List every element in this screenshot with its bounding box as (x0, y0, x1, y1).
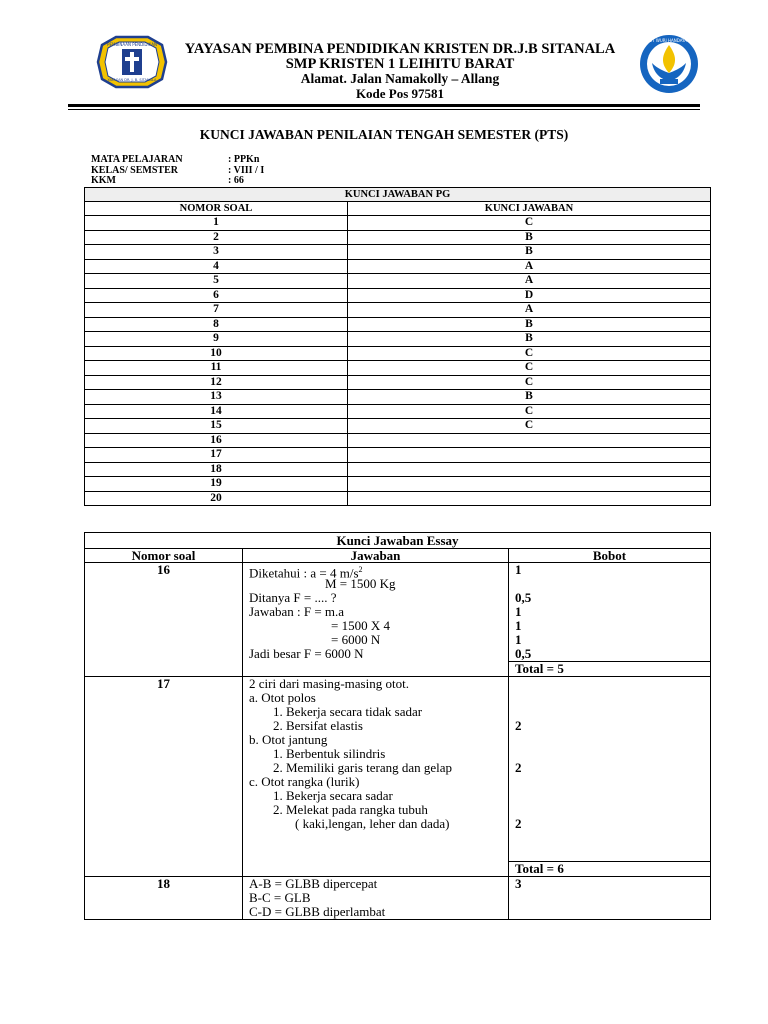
essay-row-18 (85, 877, 711, 920)
answer-line: ( kaki,lengan, leher dan dada) (295, 816, 450, 831)
pg-row (85, 433, 711, 448)
pg-answer: C (348, 404, 711, 419)
weight-line: 0,5 (515, 646, 532, 661)
answer-line: 2. Bersifat elastis (273, 718, 363, 733)
pg-row (85, 346, 711, 361)
pg-row (85, 274, 711, 289)
pg-col-number: NOMOR SOAL (85, 202, 348, 216)
pg-number: 4 (85, 259, 348, 274)
weight-line: 1 (515, 632, 522, 647)
answer-line: = 6000 N (331, 632, 381, 647)
answer-line: = 1500 X 4 (331, 618, 390, 633)
pg-answer: B (348, 245, 711, 260)
answer-line: 2. Melekat pada rangka tubuh (273, 802, 428, 817)
pg-answer: A (348, 259, 711, 274)
pg-row (85, 477, 711, 492)
letterhead-divider (68, 104, 700, 107)
meta-label: KKM (91, 175, 116, 186)
essay-caption: Kunci Jawaban Essay (85, 533, 711, 549)
document-title: KUNCI JAWABAN PENILAIAN TENGAH SEMESTER (PTS) (199, 127, 569, 142)
foundation-logo (96, 35, 168, 89)
meta-label: KELAS/ SEMSTER (91, 164, 178, 176)
pg-answer: B (348, 317, 711, 332)
essay-col-answer: Jawaban (243, 549, 509, 563)
answer-17 (243, 677, 509, 877)
meta-value: : PPKn (228, 154, 260, 165)
answer-line: 2 ciri dari masing-masing otot. (249, 676, 409, 691)
answer-line: b. Otot jantung (249, 732, 328, 747)
pg-number: 8 (85, 317, 348, 332)
answer-line: a. Otot polos (249, 690, 316, 705)
pg-number: 13 (85, 390, 348, 405)
pg-number: 17 (85, 448, 348, 463)
pg-row (85, 303, 711, 318)
pg-row (85, 361, 711, 376)
pg-answer (348, 433, 711, 448)
pg-answer (348, 462, 711, 477)
pg-answer: A (348, 274, 711, 289)
question-number: 18 (85, 877, 243, 920)
pg-row (85, 332, 711, 347)
answer-line: c. Otot rangka (lurik) (249, 774, 360, 789)
pg-row (85, 230, 711, 245)
pg-number: 20 (85, 491, 348, 506)
question-number: 17 (85, 677, 243, 877)
pg-row (85, 390, 711, 405)
pg-answer: C (348, 419, 711, 434)
left-logo-top-text: PEMBINAAN PENDIDIKAN (107, 42, 157, 47)
pg-answer: B (348, 230, 711, 245)
meta-label: MATA PELAJARAN (91, 154, 183, 165)
pg-answer: C (348, 375, 711, 390)
pg-answer: B (348, 390, 711, 405)
pg-col-key: KUNCI JAWABAN (348, 202, 711, 216)
pg-row (85, 462, 711, 477)
pg-answer: C (348, 346, 711, 361)
exam-meta (91, 155, 264, 187)
answer-line: Ditanya F = .... ? (249, 590, 337, 605)
pg-number: 14 (85, 404, 348, 419)
unit-superscript: 2 (358, 565, 363, 574)
pg-answer (348, 448, 711, 463)
pg-row (85, 259, 711, 274)
answer-line: Jawaban : F = m.a (249, 604, 345, 619)
pg-answer: A (348, 303, 711, 318)
foundation-name: YAYASAN PEMBINA PENDIDIKAN KRISTEN DR.J.B SITANALA (184, 41, 616, 57)
weight-17 (509, 677, 711, 862)
essay-row-16 (85, 563, 711, 662)
pg-row (85, 448, 711, 463)
pg-row (85, 317, 711, 332)
pg-number: 16 (85, 433, 348, 448)
pg-answer: D (348, 288, 711, 303)
total-17: Total = 6 (509, 862, 711, 877)
pg-number: 5 (85, 274, 348, 289)
meta-value: : 66 (228, 175, 244, 186)
pg-row (85, 216, 711, 231)
pg-row (85, 491, 711, 506)
school-address: Alamat. Jalan Namakolly – Allang (300, 71, 500, 86)
pg-number: 15 (85, 419, 348, 434)
answer-line: C-D = GLBB diperlambat (249, 904, 386, 919)
weight-line: 1 (515, 562, 522, 577)
pg-number: 1 (85, 216, 348, 231)
weight-16 (509, 563, 711, 662)
meta-subject (91, 155, 264, 166)
answer-line: A-B = GLBB dipercepat (249, 876, 378, 891)
weight-line: 2 (515, 816, 522, 831)
answer-line: Diketahui : a = 4 m/s (249, 565, 359, 581)
answer-line: B-C = GLB (249, 890, 311, 905)
answer-16 (243, 563, 509, 677)
answer-line: 2. Memiliki garis terang dan gelap (273, 760, 453, 775)
weight-line: 1 (515, 604, 522, 619)
weight-line (515, 577, 710, 591)
pg-number: 18 (85, 462, 348, 477)
postal-code: Kode Pos 97581 (355, 86, 445, 101)
pg-row (85, 404, 711, 419)
pg-caption: KUNCI JAWABAN PG (85, 188, 711, 202)
pg-number: 11 (85, 361, 348, 376)
weight-18: 3 (509, 877, 711, 920)
pg-row (85, 419, 711, 434)
answer-18 (243, 877, 509, 920)
essay-key-table (84, 532, 711, 920)
pg-row (85, 375, 711, 390)
weight-line: 1 (515, 618, 522, 633)
tut-wuri-logo (638, 33, 700, 95)
pg-answer: C (348, 216, 711, 231)
pg-answer (348, 477, 711, 492)
question-number: 16 (85, 563, 243, 677)
pg-number: 12 (85, 375, 348, 390)
pg-answer (348, 491, 711, 506)
weight-line: 2 (515, 718, 522, 733)
essay-row-17 (85, 677, 711, 862)
letterhead (160, 42, 640, 101)
pg-number: 9 (85, 332, 348, 347)
pg-answer: B (348, 332, 711, 347)
total-16: Total = 5 (509, 662, 711, 677)
meta-value: : VIII / I (228, 164, 265, 176)
answer-line: Jadi besar F = 6000 N (249, 646, 364, 661)
right-logo-text: TUT WURI HANDAYANI (646, 38, 692, 43)
answer-line: 1. Bekerja secara sadar (273, 788, 393, 803)
answer-line: 1. Berbentuk silindris (273, 746, 386, 761)
pg-number: 2 (85, 230, 348, 245)
answer-line: 1. Bekerja secara tidak sadar (273, 704, 423, 719)
pg-number: 10 (85, 346, 348, 361)
pg-row (85, 288, 711, 303)
pg-number: 6 (85, 288, 348, 303)
pg-number: 7 (85, 303, 348, 318)
left-logo-bottom-text: YAYASAN DR. J. B. SITANALA (107, 78, 157, 82)
pg-number: 3 (85, 245, 348, 260)
letterhead-divider-thin (68, 109, 700, 110)
pg-number: 19 (85, 477, 348, 492)
school-name: SMP KRISTEN 1 LEIHITU BARAT (285, 56, 515, 72)
essay-col-number: Nomor soal (85, 549, 243, 563)
meta-kkm (91, 176, 264, 187)
weight-line: 2 (515, 760, 522, 775)
pg-row (85, 245, 711, 260)
pg-answer: C (348, 361, 711, 376)
weight-line: 0,5 (515, 590, 532, 605)
multiple-choice-key-table (84, 187, 711, 506)
essay-col-weight: Bobot (509, 549, 711, 563)
answer-line: M = 1500 Kg (325, 576, 396, 591)
